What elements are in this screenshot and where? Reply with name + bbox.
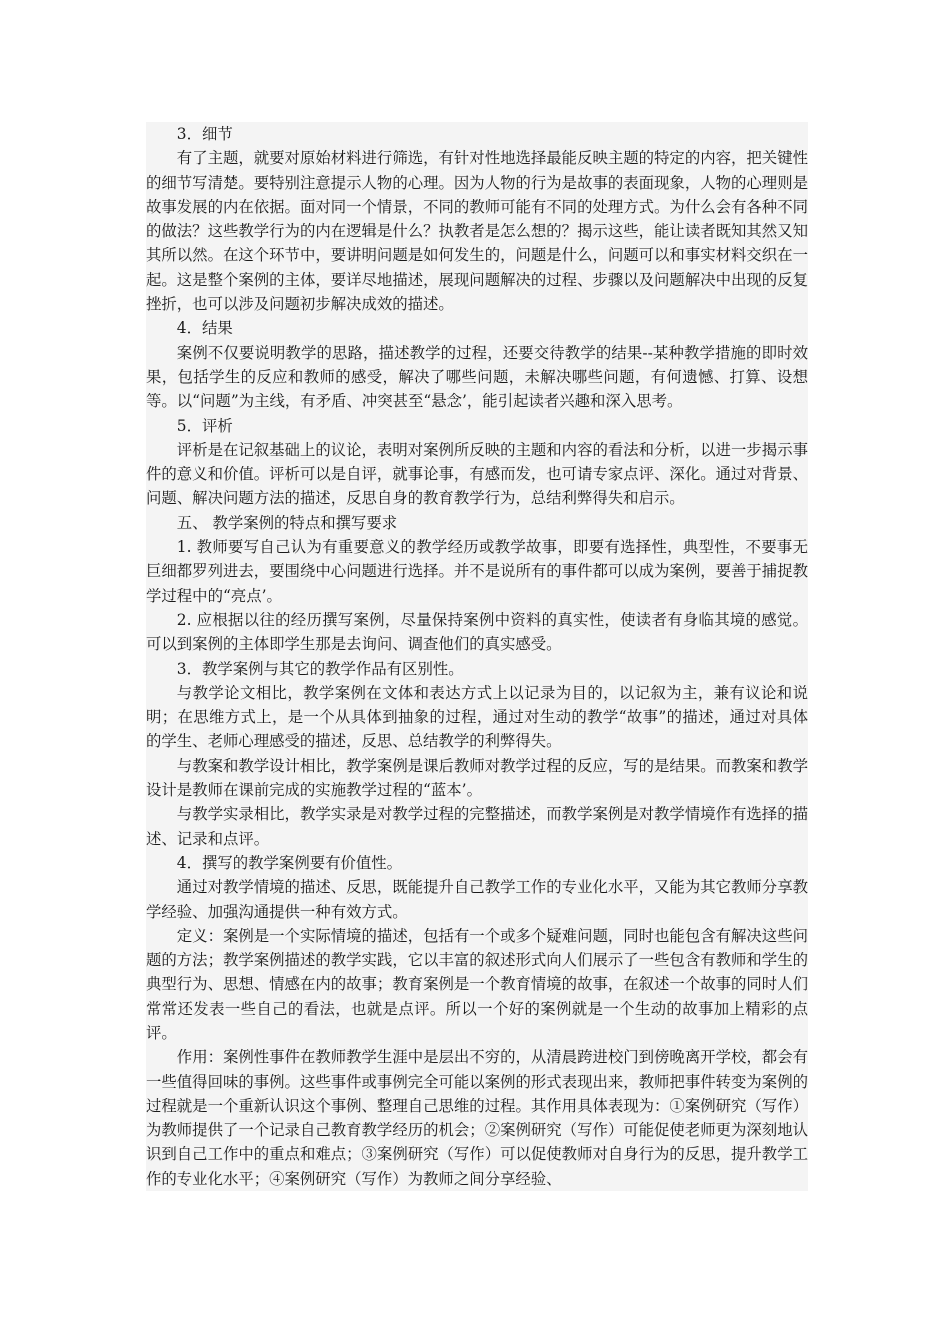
heading-result: 4．结果 <box>176 319 233 338</box>
heading-analysis: 5．评析 <box>176 416 233 435</box>
paragraph-requirement-3: 3．教学案例与其它的教学作品有区别性。 <box>176 659 464 678</box>
paragraph-value: 通过对教学情境的描述、反思，既能提升自己教学工作的专业化水平，又能为其它教师分享教学经验、加强沟通提供一种有效方式。 <box>146 878 808 921</box>
paragraph-definition: 定义：案例是一个实际情境的描述，包括有一个或多个疑难问题，同时也能包含有解决这些问题的方法；教学案例描述的教学实践，它以丰富的叙述形式向人们展示了一些包含有教师和学生的典型行为、思想、情感在内的故事；教育案例是一个教育情境的故事，在叙述一个故事的同时人们常常还发表一些自己的看法，也就是点评。所以一个好的案例就是一个生动的故事加上精彩的点评。 <box>146 926 808 1042</box>
paragraph-result: 案例不仅要说明教学的思路，描述教学的过程，还要交待教学的结果--某种教学措施的即时效果，包括学生的反应和教师的感受，解决了哪些问题，未解决哪些问题，有何遗憾、打算、设想等。以“问题”为主线，有矛盾、冲突甚至“悬念’，能引起读者兴趣和深入思考。 <box>146 343 808 411</box>
paragraph-compare-lesson-plan: 与教案和教学设计相比，教学案例是课后教师对教学过程的反应，写的是结果。而教案和教学设计是教师在课前完成的实施教学过程的“蓝本’。 <box>146 756 808 800</box>
paragraph-function: 作用：案例性事件在教师教学生涯中是层出不穷的，从清晨跨进校门到傍晚离开学校，都会有一些值得回味的事例。这些事件或事例完全可能以案例的形式表现出来，教师把事件转变为案例的过程就是一个重新认识这个事例、整理自己思维的过程。其作用具体表现为：①案例研究（写作）为教师提供了一个记录自己教育教学经历的机会；②案例研究（写作）可能促使老师更为深刻地认识到自己工作中的重点和难点；③案例研究（写作）可以促使教师对自身行为的反思，提升教学工作的专业化水平；④案例研究（写作）为教师之间分享经验、 <box>146 1048 808 1188</box>
document-body <box>146 122 808 1191</box>
paragraph-analysis: 评析是在记叙基础上的议论，表明对案例所反映的主题和内容的看法和分析，以进一步揭示事件的意义和价值。评析可以是自评，就事论事，有感而发，也可请专家点评、深化。通过对背景、问题、解决问题方法的描述，反思自身的教育教学行为，总结利弊得失和启示。 <box>146 440 808 508</box>
paragraph-details: 有了主题，就要对原始材料进行筛选，有针对性地选择最能反映主题的特定的内容，把关键性的细节写清楚。要特别注意提示人物的心理。因为人物的行为是故事的表面现象，人物的心理则是故事发展的内在依据。面对同一个情景，不同的教师可能有不同的处理方式。为什么会有各种不同的做法？这些教学行为的内在逻辑是什么？执教者是怎么想的？揭示这些，能让读者既知其然又知其所以然。在这个环节中，要讲明问题是如何发生的，问题是什么，问题可以和事实材料交织在一起。这是整个案例的主体，要详尽地描述，展现问题解决的过程、步骤以及问题解决中出现的反复挫折，也可以涉及问题初步解决成效的描述。 <box>146 149 808 314</box>
section-heading-features: 五、 教学案例的特点和撰写要求 <box>176 513 398 532</box>
paragraph-requirement-4: 4．撰写的教学案例要有价值性。 <box>176 853 403 872</box>
heading-details: 3．细节 <box>176 125 233 143</box>
paragraph-requirement-1: 1. 教师要写自己认为有重要意义的教学经历或教学故事，即要有选择性，典型性，不要事无巨细都罗列进去，要围绕中心问题进行选择。并不是说所有的事件都可以成为案例，要善于捕捉教学过程中的“亮点’。 <box>146 538 808 605</box>
paragraph-compare-thesis: 与教学论文相比，教学案例在文体和表达方式上以记录为目的，以记叙为主，兼有议论和说明；在思维方式上，是一个从具体到抽象的过程，通过对生动的教学“故事”的描述，通过对具体的学生、老师心理感受的描述，反思、总结教学的利弊得失。 <box>146 683 808 751</box>
paragraph-compare-record: 与教学实录相比，教学实录是对教学过程的完整描述，而教学案例是对教学情境作有选择的描述、记录和点评。 <box>146 805 808 848</box>
paragraph-requirement-2: 2. 应根据以往的经历撰写案例，尽量保持案例中资料的真实性，使读者有身临其境的感觉。可以到案例的主体即学生那是去询问、调查他们的真实感受。 <box>146 610 808 654</box>
